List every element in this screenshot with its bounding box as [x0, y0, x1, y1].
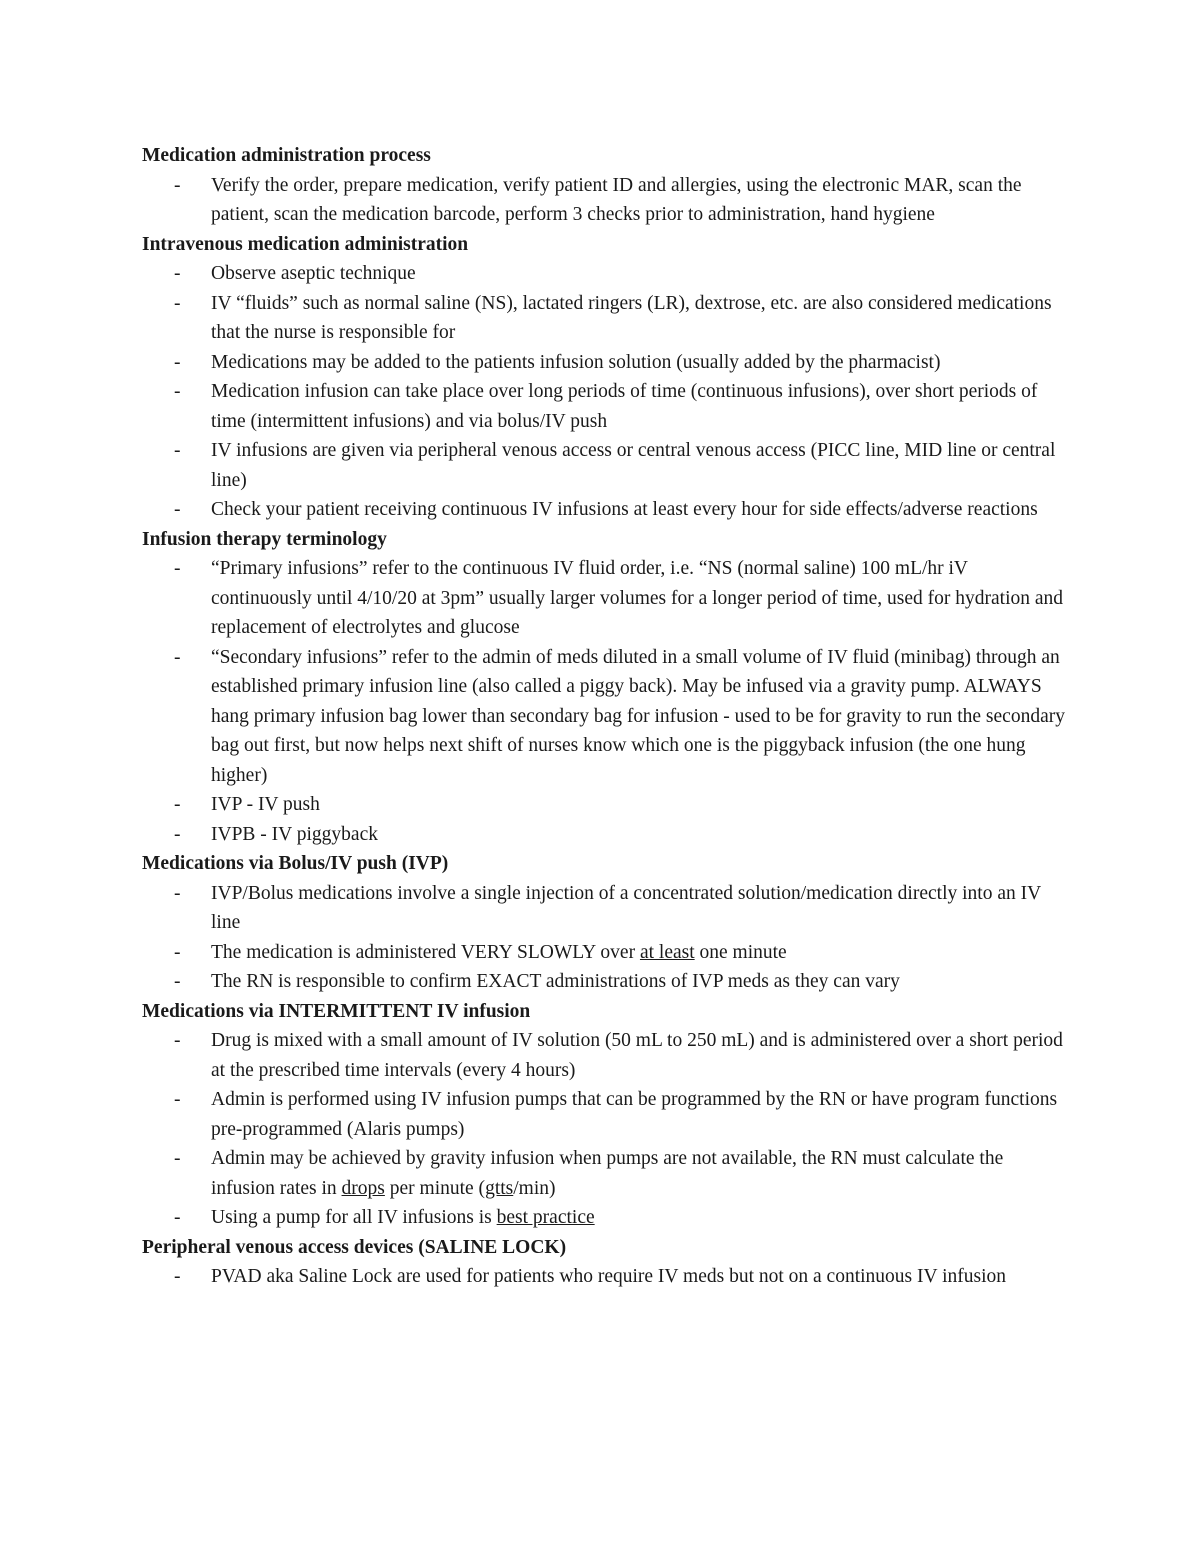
section-heading: Medications via Bolus/IV push (IVP) — [142, 853, 449, 874]
bullet-list — [142, 171, 1070, 230]
dash-bullet-icon: - — [174, 440, 181, 461]
section-heading: Medications via INTERMITTENT IV infusion — [142, 1000, 531, 1022]
dash-bullet-icon: - — [174, 823, 181, 845]
underlined-text: drops — [341, 1177, 385, 1199]
section-heading: Peripheral venous access devices (SALINE LOCK) — [142, 1236, 567, 1258]
dash-bullet-icon: - — [174, 1207, 181, 1228]
item-text: Using a pump for all IV infusions is — [211, 1207, 497, 1228]
underlined-text: best practice — [496, 1207, 595, 1228]
dash-bullet-icon: - — [174, 646, 181, 668]
item-text: Medications may be added to the patients infusion solution (usually added by the pharmacist) — [211, 351, 941, 373]
list-item — [142, 495, 1071, 525]
list-item — [142, 1203, 1071, 1233]
dash-bullet-icon: - — [174, 882, 181, 904]
list-item — [142, 938, 1071, 968]
bullet-list — [142, 259, 1070, 525]
list-item — [142, 1262, 1071, 1292]
list-item — [142, 967, 1071, 997]
section-heading: Medication administration process — [142, 145, 431, 166]
item-text: “Primary infusions” refer to the continuous IV fluid order, i.e. “NS (normal saline) 100 mL/hr iV continuously until 4/10/20 at 3pm” usually larger volumes for a longer period of time, used for hydration and replacement of electrolytes and glucose — [211, 558, 1064, 638]
list-item — [142, 1026, 1071, 1085]
dash-bullet-icon: - — [174, 1030, 181, 1051]
item-text: Observe aseptic technique — [211, 263, 416, 284]
dash-bullet-icon: - — [174, 941, 181, 963]
list-item — [142, 643, 1071, 791]
item-text: “Secondary infusions” refer to the admin of meds diluted in a small volume of IV fluid (minibag) through an established primary infusion line (also called a piggy back). May be infused via a gravity pump. ALWAYS hang primary infusion bag lower than secondary bag for infusion - used to be for gravity to run the secondary bag out first, but now helps next shift of nurses know which one is the piggyback infusion (the one hung higher) — [211, 646, 1065, 786]
list-item — [142, 1144, 1071, 1203]
item-text: IVP - IV push — [211, 794, 320, 815]
item-text: Drug is mixed with a small amount of IV solution (50 mL to 250 mL) and is administered over a short period at the prescribed time intervals (every 4 hours) — [211, 1030, 1063, 1081]
dash-bullet-icon: - — [174, 971, 181, 992]
list-item — [142, 171, 1071, 230]
list-item — [142, 377, 1071, 436]
bullet-list — [142, 554, 1070, 849]
item-text: PVAD aka Saline Lock are used for patients who require IV meds but not on a continuous IV infusion — [211, 1266, 1007, 1287]
item-text: IVPB - IV piggyback — [211, 823, 378, 845]
section-heading: Infusion therapy terminology — [142, 528, 387, 550]
item-text: Check your patient receiving continuous IV infusions at least every hour for side effects/adverse reactions — [211, 499, 1038, 520]
dash-bullet-icon: - — [174, 558, 181, 579]
bullet-list — [142, 879, 1070, 997]
section-heading: Intravenous medication administration — [142, 233, 469, 255]
item-text: IV infusions are given via peripheral venous access or central venous access (PICC line, MID line or central line) — [211, 440, 1056, 491]
bullet-list — [142, 1262, 1070, 1292]
item-text: Admin may be achieved by gravity infusion when pumps are not available, the RN must calculate the infusion rates in — [211, 1148, 1004, 1199]
list-item — [142, 790, 1071, 820]
item-text: Admin is performed using IV infusion pumps that can be programmed by the RN or have program functions pre-programmed (Alaris pumps) — [211, 1089, 1058, 1140]
item-text: The RN is responsible to confirm EXACT administrations of IVP meds as they can vary — [211, 971, 900, 992]
item-text: IVP/Bolus medications involve a single injection of a concentrated solution/medication directly into an IV line — [211, 882, 1041, 933]
list-item — [142, 879, 1071, 938]
dash-bullet-icon: - — [174, 1266, 181, 1287]
item-text: Verify the order, prepare medication, verify patient ID and allergies, using the electronic MAR, scan the patient, scan the medication barcode, perform 3 checks prior to administration, hand hygiene — [211, 174, 1022, 225]
item-text: The medication is administered VERY SLOWLY over — [211, 941, 640, 963]
dash-bullet-icon: - — [174, 174, 181, 196]
dash-bullet-icon: - — [174, 381, 181, 402]
dash-bullet-icon: - — [174, 1089, 181, 1110]
item-text: per minute ( — [384, 1177, 486, 1199]
list-item — [142, 348, 1071, 378]
list-item — [142, 436, 1071, 495]
dash-bullet-icon: - — [174, 499, 181, 520]
dash-bullet-icon: - — [174, 1148, 181, 1169]
underlined-text: gtts — [485, 1177, 514, 1199]
item-text: /min) — [513, 1177, 556, 1199]
list-item — [142, 1085, 1071, 1144]
dash-bullet-icon: - — [174, 263, 181, 284]
item-text: IV “fluids” such as normal saline (NS), lactated ringers (LR), dextrose, etc. are also considered medications that the nurse is responsible for — [211, 292, 1052, 343]
item-text: Medication infusion can take place over long periods of time (continuous infusions), over short periods of time (intermittent infusions) and via bolus/IV push — [211, 381, 1038, 432]
list-item — [142, 554, 1071, 643]
list-item — [142, 259, 1071, 289]
underlined-text: at least — [639, 941, 695, 963]
dash-bullet-icon: - — [174, 292, 181, 314]
list-item — [142, 820, 1071, 850]
item-text: one minute — [694, 941, 787, 963]
dash-bullet-icon: - — [174, 351, 181, 373]
list-item — [142, 289, 1071, 348]
bullet-list — [142, 1026, 1070, 1233]
dash-bullet-icon: - — [174, 794, 181, 815]
